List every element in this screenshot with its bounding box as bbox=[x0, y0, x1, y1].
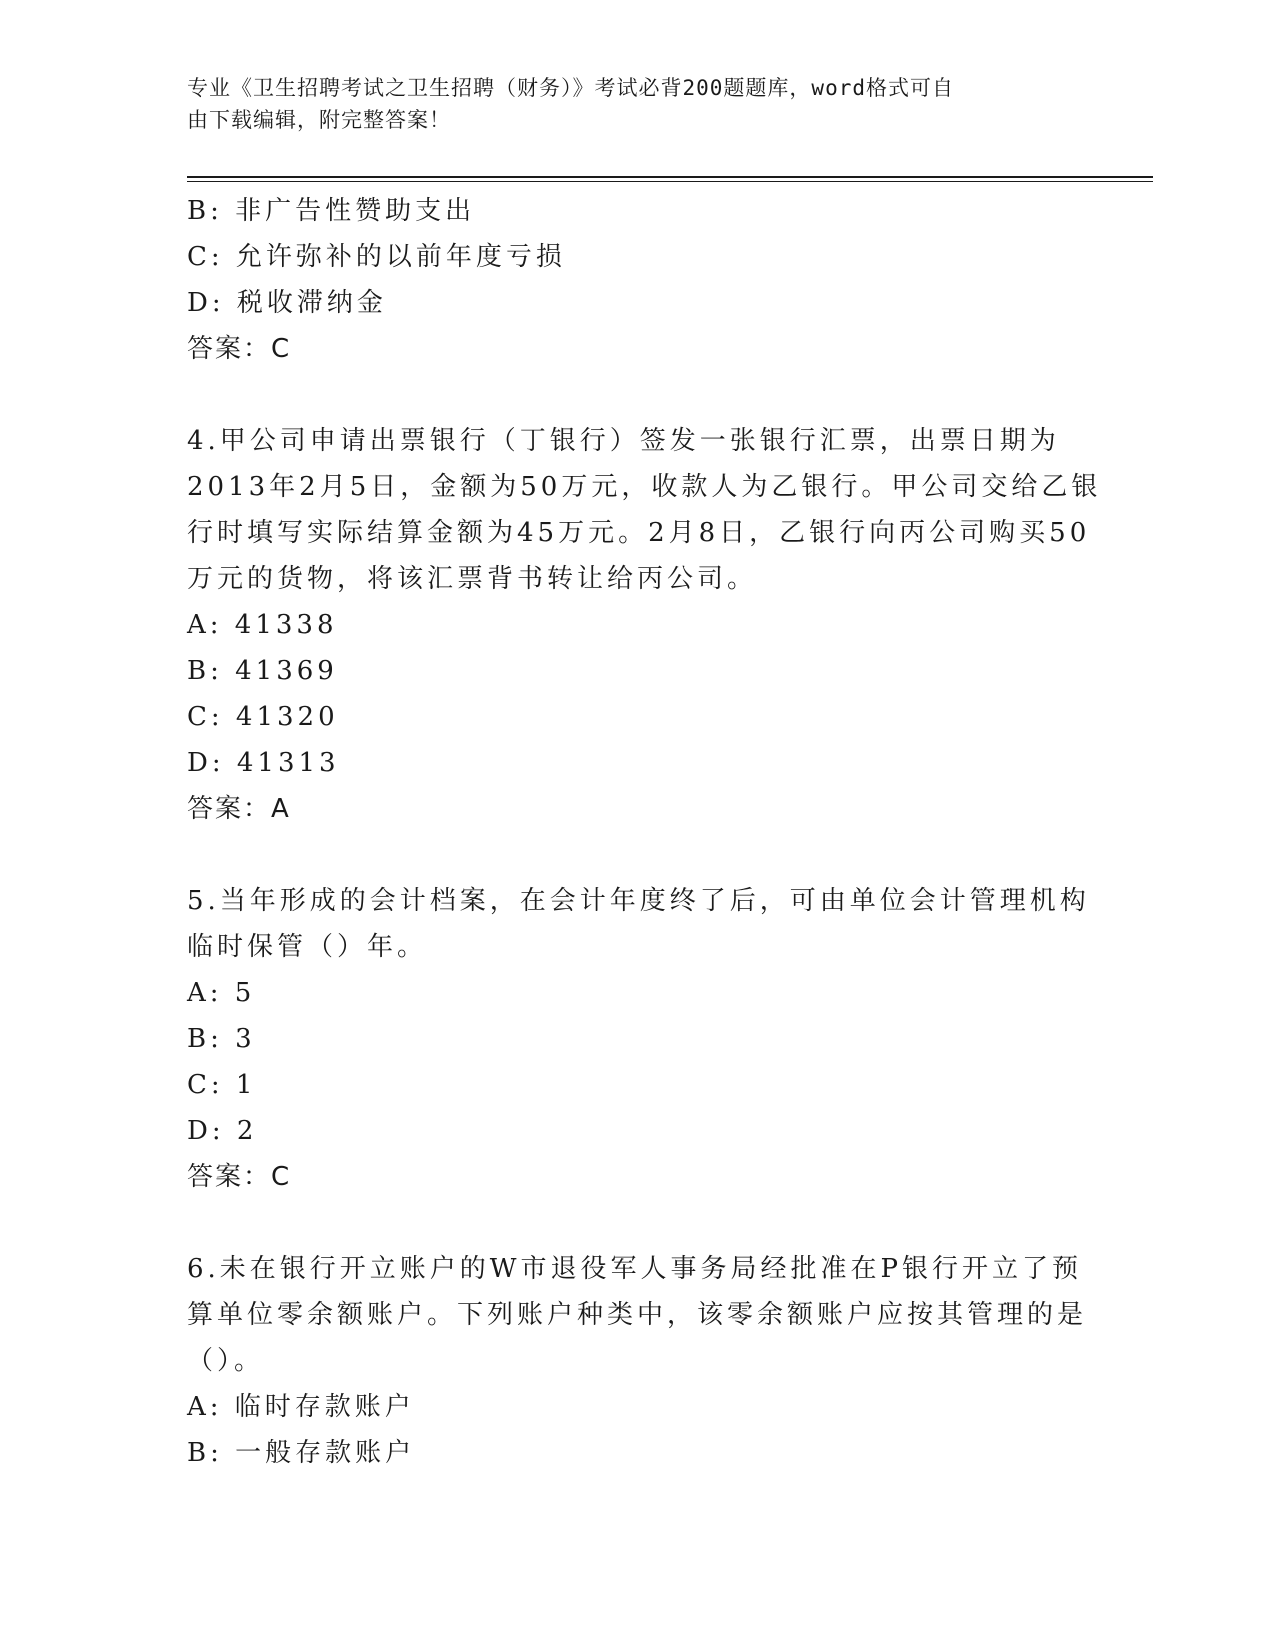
question-text-line: 5.当年形成的会计档案，在会计年度终了后，可由单位会计管理机构 bbox=[187, 886, 1090, 916]
question-content bbox=[187, 188, 1102, 1476]
question-text-line: 临时保管（）年。 bbox=[187, 932, 428, 962]
question-text-line: （）。 bbox=[187, 1346, 265, 1376]
option-b: B: 41369 bbox=[187, 656, 338, 686]
header-divider-thin bbox=[187, 181, 1153, 182]
option-b: B: 一般存款账户 bbox=[187, 1438, 416, 1468]
option-a: A: 5 bbox=[187, 978, 256, 1008]
question-text-line: 4.甲公司申请出票银行（丁银行）签发一张银行汇票，出票日期为 bbox=[187, 426, 1060, 456]
spacer bbox=[187, 372, 1087, 418]
answer-label: 答案：A bbox=[187, 794, 291, 824]
option-d: D: 税收滞纳金 bbox=[187, 288, 387, 318]
spacer bbox=[187, 1200, 1087, 1246]
option-d: D: 2 bbox=[187, 1116, 258, 1146]
question-text-line: 算单位零余额账户。下列账户种类中，该零余额账户应按其管理的是 bbox=[187, 1300, 1088, 1330]
option-a: A: 41338 bbox=[187, 610, 338, 640]
document-header bbox=[187, 72, 1087, 136]
spacer bbox=[187, 832, 1087, 878]
question-text-line: 6.未在银行开立账户的W市退役军人事务局经批准在P银行开立了预 bbox=[187, 1254, 1083, 1284]
option-c: C: 允许弥补的以前年度亏损 bbox=[187, 242, 566, 272]
question-6 bbox=[187, 1246, 1087, 1476]
option-a: A: 临时存款账户 bbox=[187, 1392, 415, 1422]
question-text-line: 行时填写实际结算金额为45万元。2月8日，乙银行向丙公司购买50 bbox=[187, 518, 1091, 548]
header-divider-thick bbox=[187, 176, 1153, 178]
header-line-1: 专业《卫生招聘考试之卫生招聘（财务）》考试必背200题题库，word格式可自 bbox=[187, 76, 954, 100]
question-text-line: 万元的货物，将该汇票背书转让给丙公司。 bbox=[187, 564, 758, 594]
question-3-continued bbox=[187, 188, 1087, 372]
option-b: B: 3 bbox=[187, 1024, 256, 1054]
option-c: C: 41320 bbox=[187, 702, 339, 732]
question-text-line: 2013年2月5日，金额为50万元，收款人为乙银行。甲公司交给乙银 bbox=[187, 472, 1102, 502]
option-d: D: 41313 bbox=[187, 748, 340, 778]
question-4 bbox=[187, 418, 1102, 832]
header-line-2: 由下载编辑，附完整答案！ bbox=[187, 108, 451, 132]
answer-label: 答案：C bbox=[187, 1162, 292, 1192]
option-b: B: 非广告性赞助支出 bbox=[187, 196, 476, 226]
answer-label: 答案：C bbox=[187, 334, 292, 364]
option-c: C: 1 bbox=[187, 1070, 257, 1100]
question-5 bbox=[187, 878, 1090, 1200]
